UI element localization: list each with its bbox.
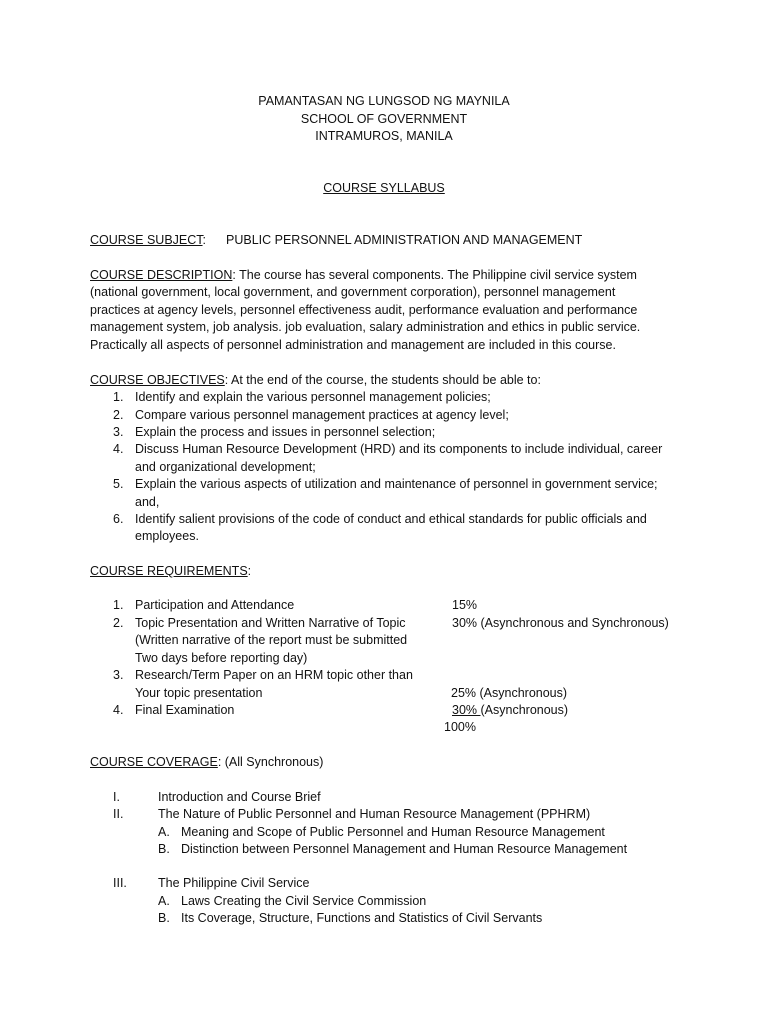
objective-text: Identify and explain the various personnel management policies; (135, 390, 491, 404)
objective-text: Explain the various aspects of utilization and maintenance of personnel in government service; (135, 477, 658, 491)
requirement-number: 3. (113, 668, 124, 682)
requirement-weight: 25% (Asynchronous) (451, 686, 568, 700)
objective-number: 1. (113, 390, 124, 404)
requirement-text: Final Examination (135, 703, 235, 717)
subject-value: PUBLIC PERSONNEL ADMINISTRATION AND MANAGEMENT (226, 233, 583, 247)
requirement-text: (Written narrative of the report must be submitted (135, 633, 408, 647)
objective-number: 2. (113, 408, 124, 422)
requirements-heading: COURSE REQUIREMENTS: (90, 564, 252, 578)
document-title: COURSE SYLLABUS (323, 181, 445, 195)
objectives-label: COURSE OBJECTIVES (90, 373, 225, 387)
subject-label: COURSE SUBJECT (90, 233, 203, 247)
description-line: (national government, local government, and government corporation), personnel management (90, 285, 616, 299)
description-line: practices at agency levels, personnel effectiveness audit, performance evaluation and performance (90, 303, 638, 317)
school-name: SCHOOL OF GOVERNMENT (300, 112, 468, 126)
coverage-heading: COURSE COVERAGE: (All Synchronous) (90, 755, 324, 769)
description-line: COURSE DESCRIPTION: The course has several components. The Philippine civil service system (90, 268, 637, 282)
objective-text: Compare various personnel management practices at agency level; (135, 408, 509, 422)
objective-text: and organizational development; (135, 460, 316, 474)
objectives-heading: COURSE OBJECTIVES: At the end of the course, the students should be able to: (90, 373, 541, 387)
objective-number: 6. (113, 512, 124, 526)
coverage-topic: Introduction and Course Brief (158, 790, 321, 804)
objective-text: Explain the process and issues in personnel selection; (135, 425, 436, 439)
requirements-total: 100% (444, 720, 476, 734)
requirement-number: 4. (113, 703, 124, 717)
coverage-subtopic: Laws Creating the Civil Service Commission (181, 894, 427, 908)
objective-number: 3. (113, 425, 124, 439)
coverage-label: COURSE COVERAGE (90, 755, 218, 769)
requirement-weight: 30% (Asynchronous) (452, 703, 569, 717)
requirement-text: Your topic presentation (135, 686, 263, 700)
requirement-text: Topic Presentation and Written Narrative of Topic (135, 616, 406, 630)
requirements-label: COURSE REQUIREMENTS (90, 564, 248, 578)
requirement-weight: 15% (452, 598, 478, 612)
coverage-topic: The Nature of Public Personnel and Human Resource Management (PPHRM) (158, 807, 591, 821)
requirement-text: Research/Term Paper on an HRM topic other than (135, 668, 413, 682)
requirement-number: 1. (113, 598, 124, 612)
subject-heading: COURSE SUBJECT: (90, 233, 207, 247)
coverage-topic: The Philippine Civil Service (158, 876, 310, 890)
coverage-subtopic: Distinction between Personnel Management and Human Resource Management (181, 842, 628, 856)
objective-text: employees. (135, 529, 199, 543)
school-address: INTRAMUROS, MANILA (315, 129, 453, 143)
university-name: PAMANTASAN NG LUNGSOD NG MAYNILA (258, 94, 510, 108)
requirement-text: Two days before reporting day) (135, 651, 308, 665)
coverage-subtopic: Meaning and Scope of Public Personnel and Human Resource Management (181, 825, 605, 839)
objective-text: and, (135, 495, 160, 509)
coverage-subtopic-letter: B. (158, 842, 170, 856)
requirement-weight: 30% (Asynchronous and Synchronous) (452, 616, 669, 630)
requirement-number: 2. (113, 616, 124, 630)
requirement-text: Participation and Attendance (135, 598, 295, 612)
objective-number: 5. (113, 477, 124, 491)
coverage-numeral: II. (113, 807, 124, 821)
coverage-numeral: I. (113, 790, 120, 804)
objective-text: Discuss Human Resource Development (HRD) and its components to include individual, career (135, 442, 663, 456)
coverage-subtopic-letter: B. (158, 911, 170, 925)
description-label: COURSE DESCRIPTION (90, 268, 233, 282)
coverage-numeral: III. (113, 876, 127, 890)
coverage-subtopic: Its Coverage, Structure, Functions and Statistics of Civil Servants (181, 911, 543, 925)
coverage-subtopic-letter: A. (158, 894, 170, 908)
objective-number: 4. (113, 442, 124, 456)
description-line: management system, job analysis. job evaluation, salary administration and ethics in public service. (90, 320, 641, 334)
coverage-subtopic-letter: A. (158, 825, 170, 839)
description-line: Practically all aspects of personnel administration and management are included in this course. (90, 338, 616, 352)
objective-text: Identify salient provisions of the code of conduct and ethical standards for public officials and (135, 512, 647, 526)
